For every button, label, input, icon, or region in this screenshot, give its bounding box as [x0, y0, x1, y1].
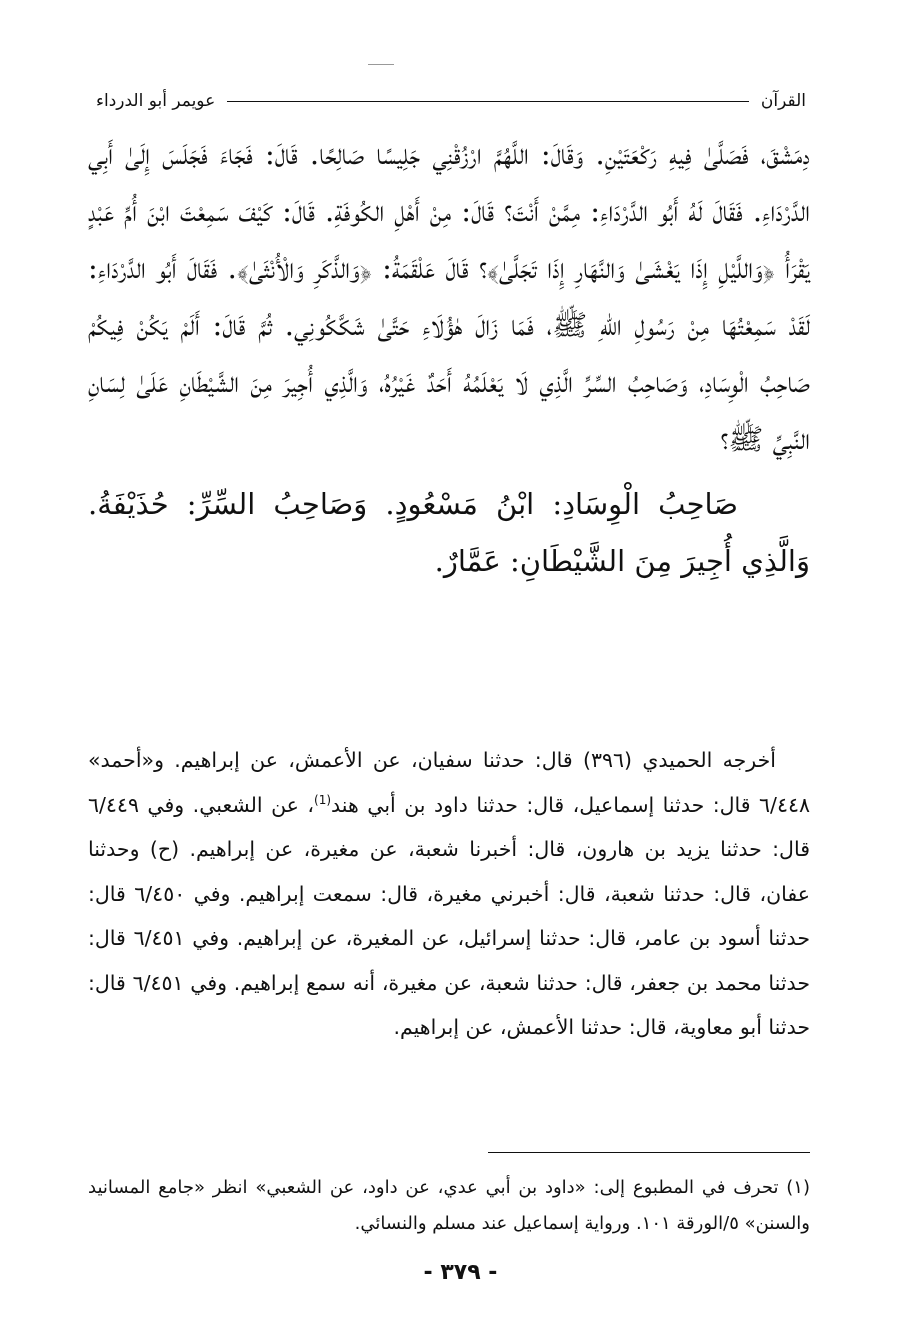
page-number: - ٣٧٩ - [423, 1260, 498, 1285]
main-paragraph-2: صَاحِبُ الْوِسَادِ: ابْنُ مَسْعُودٍ. وَصَاحِبُ السِّرِّ: حُذَيْفَةُ. وَالَّذِي أُجِيرَ مِنَ الشَّيْطَانِ: عَمَّارٌ. [88, 487, 810, 578]
main-text [88, 126, 810, 590]
takhrij-text [88, 738, 810, 1050]
footnote-text: (١) تحرف في المطبوع إلى: «داود بن أبي عدي، عن داود، عن الشعبي» انظر «جامع المسانيد والسنن» ٥/الورقة ١٠١. ورواية إسماعيل عند مسلم والنسائي. [88, 1177, 810, 1234]
header-rule [227, 101, 749, 102]
takhrij-part-1: أخرجه الحميدي (٣٩٦) قال: حدثنا سفيان، عن الأعمش، عن إبراهيم. و«أحمد» ٦/٤٤٨ قال: حدثنا إسماعيل، قال: حدثنا داود بن أبي هند [88, 748, 810, 817]
running-header [96, 88, 806, 114]
footnote-marker: (1) [314, 792, 332, 807]
header-chapter-title: عويمر أبو الدرداء [96, 91, 216, 111]
takhrij-part-2: ، عن الشعبي. وفي ٦/٤٤٩ قال: حدثنا يزيد بن هارون، قال: أخبرنا شعبة، عن مغيرة، عن إبراهيم. (ح) وحدثنا عفان، قال: حدثنا شعبة، قال: أخبرني مغيرة، قال: سمعت إبراهيم. وفي ٦/٤٥٠ قال: حدثنا أسود بن عامر، قال: حدثنا إسرائيل، عن المغيرة، عن إبراهيم. وفي ٦/٤٥١ قال: حدثنا محمد بن جعفر، قال: حدثنا شعبة، عن مغيرة، أنه سمع إبراهيم. وفي ٦/٤٥١ قال: حدثنا أبو معاوية، قال: حدثنا الأعمش، عن إبراهيم. [88, 792, 810, 1039]
takhrij-paragraph [88, 738, 810, 1050]
footnote-rule [488, 1152, 810, 1153]
footnote [88, 1170, 810, 1242]
main-paragraph-1: دِمَشْقَ، فَصَلَّىٰ فِيهِ رَكْعَتَيْنِ. وَقَالَ: اللَّهُمَّ ارْزُقْنِي جَلِيسًا صَالِحًا. قَالَ: فَجَاءَ فَجَلَسَ إِلَىٰ أَبِي الدَّرْدَاءِ. فَقَالَ لَهُ أَبُو الدَّرْدَاءِ: مِمَّنْ أَنْتَ؟ قَالَ: مِنْ أَهْلِ الكُوفَةِ. قَالَ: كَيْفَ سَمِعْتَ ابْنَ أُمِّ عَبْدٍ يَقْرَأُ ﴿وَاللَّيْلِ إِذَا يَغْشَىٰ وَالنَّهَارِ إِذَا تَجَلَّىٰ﴾؟ قَالَ عَلْقَمَةُ: ﴿وَالذَّكَرِ وَالْأُنْثَىٰ﴾. فَقَالَ أَبُو الدَّرْدَاءِ: لَقَدْ سَمِعْتُهَا مِنْ رَسُولِ اللهِ ﷺ، فَمَا زَالَ هٰؤُلَاءِ حَتَّىٰ شَكَّكُونِي. ثُمَّ قَالَ: أَلَمْ يَكُنْ فِيكُمْ صَاحِبُ الْوِسَادِ، وَصَاحِبُ السِّرِّ الَّذِي لَا يَعْلَمُهُ أَحَدٌ غَيْرُهُ، وَالَّذِي أُجِيرَ مِنَ الشَّيْطَانِ عَلَىٰ لِسَانِ النَّبِيِّ ﷺ؟ [88, 137, 810, 456]
top-mark [368, 64, 394, 65]
header-section-title: القرآن [760, 91, 806, 111]
